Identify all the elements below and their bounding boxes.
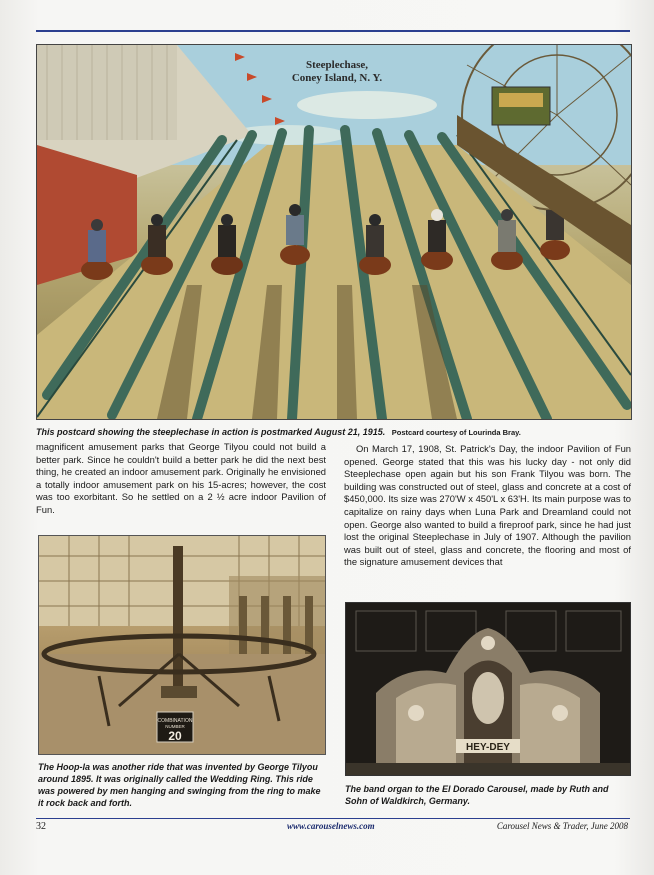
band-organ-caption: The band organ to the El Dorado Carousel, made by Ruth and Sohn of Waldkirch, Germany. <box>345 784 609 806</box>
postcard-credit: Postcard courtesy of Lourinda Bray. <box>391 428 521 437</box>
hoop-la-illustration <box>39 536 325 754</box>
postcard-title-line-2: Coney Island, N. Y. <box>291 72 383 84</box>
postcard-caption <box>36 427 630 437</box>
hey-dey-banner: HEY-DEY <box>466 742 510 753</box>
right-column-paragraph: On March 17, 1908, St. Patrick's Day, the indoor Pavilion of Fun opened. George stated that this was his lucky day - not only did Steeplechase open again but his son Frank Tilyou was born. The building was constructed out of steel, glass and concrete at a cost of $450,000. Its size was 270'W x 450'L x 63'H. Its main purpose was to capitalize on rainy days when Luna Park and Dreamland could not open. George also wanted to build a fireproof park, since he had just lost the original Steeplechase in July of 1907. Although the pavilion was built out of steel, glass and concrete, the flooring and most of the signature amusement devices that <box>344 443 631 568</box>
combination-sign-line-2: NUMBER <box>165 724 185 729</box>
hoop-la-caption: The Hoop-la was another ride that was invented by George Tilyou around 1895. It was originally called the Wedding Ring. This ride was powered by men hanging and swinging from the ring to make it rock back and forth. <box>38 762 321 808</box>
bottom-rule <box>36 818 630 819</box>
combination-sign-number: 20 <box>168 729 182 743</box>
band-organ-photo <box>345 602 631 776</box>
top-rule <box>36 30 630 32</box>
left-column-paragraph: magnificent amusement parks that George Tilyou could not build a better park. Since he couldn't build a better park he did the next best thing, he created an indoor amusement park. Originally he envisioned a totally indoor amusement park on his 15-acres; however, the cost was too exorbitant. So he settled on a 2 ½ acre indoor Pavilion of Fun. <box>36 441 326 515</box>
postcard-title-line-1: Steeplechase, <box>305 59 368 71</box>
combination-sign-line-1: COMBINATION <box>157 718 193 724</box>
magazine-issue: Carousel News & Trader, June 2008 <box>496 821 628 831</box>
right-column-text <box>344 443 631 569</box>
website-url: www.carouselnews.com <box>287 821 375 831</box>
postcard-illustration <box>37 45 631 419</box>
page-number: 32 <box>36 821 46 832</box>
postcard-caption-text: This postcard showing the steeplechase in action is postmarked August 21, 1915. <box>36 427 386 437</box>
left-column-text <box>36 441 326 517</box>
postcard-title <box>247 59 427 85</box>
hoop-la-photo <box>38 535 326 755</box>
steeplechase-postcard <box>36 44 632 420</box>
band-organ-illustration <box>346 603 630 775</box>
